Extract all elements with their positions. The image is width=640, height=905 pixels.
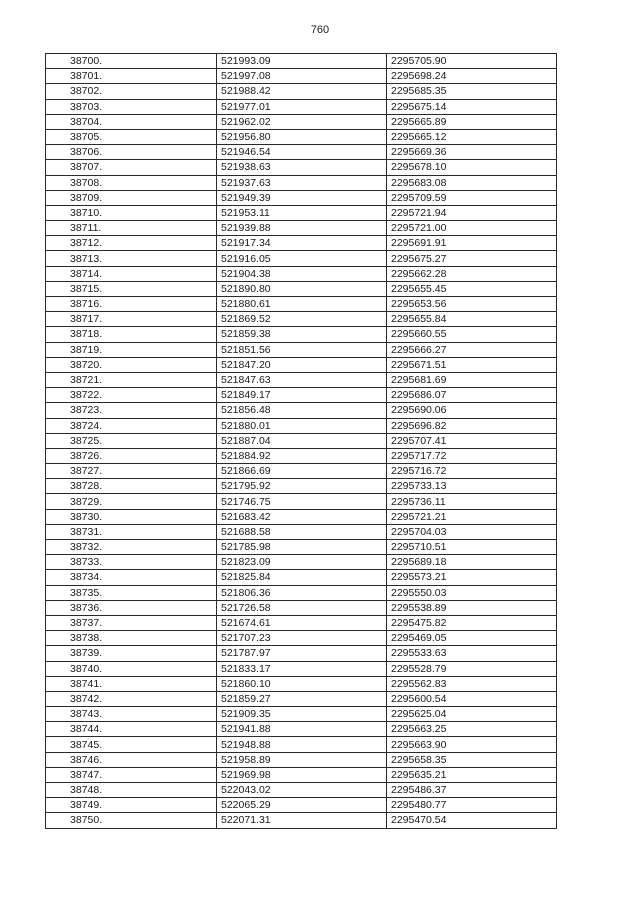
table-row [46, 691, 557, 706]
point-number-cell: 38707. [46, 160, 217, 175]
table-row [46, 615, 557, 630]
x-coordinate-cell: 521953.11 [217, 205, 387, 220]
x-coordinate-cell: 521949.39 [217, 190, 387, 205]
y-coordinate-cell: 2295733.13 [387, 479, 557, 494]
table-row [46, 509, 557, 524]
y-coordinate-cell: 2295685.35 [387, 84, 557, 99]
point-number-cell: 38739. [46, 646, 217, 661]
y-coordinate-cell: 2295690.06 [387, 403, 557, 418]
y-coordinate-cell: 2295635.21 [387, 767, 557, 782]
x-coordinate-cell: 521847.20 [217, 357, 387, 372]
x-coordinate-cell: 521887.04 [217, 433, 387, 448]
x-coordinate-cell: 521997.08 [217, 69, 387, 84]
point-number-cell: 38740. [46, 661, 217, 676]
table-row [46, 114, 557, 129]
point-number-cell: 38700. [46, 54, 217, 69]
table-row [46, 327, 557, 342]
y-coordinate-cell: 2295665.89 [387, 114, 557, 129]
y-coordinate-cell: 2295716.72 [387, 464, 557, 479]
point-number-cell: 38726. [46, 448, 217, 463]
y-coordinate-cell: 2295704.03 [387, 524, 557, 539]
table-row [46, 798, 557, 813]
y-coordinate-cell: 2295689.18 [387, 555, 557, 570]
y-coordinate-cell: 2295655.84 [387, 312, 557, 327]
point-number-cell: 38701. [46, 69, 217, 84]
table-row [46, 767, 557, 782]
table-row [46, 388, 557, 403]
point-number-cell: 38715. [46, 281, 217, 296]
table-row [46, 221, 557, 236]
point-number-cell: 38730. [46, 509, 217, 524]
table-row [46, 707, 557, 722]
point-number-cell: 38731. [46, 524, 217, 539]
point-number-cell: 38724. [46, 418, 217, 433]
y-coordinate-cell: 2295691.91 [387, 236, 557, 251]
x-coordinate-cell: 521860.10 [217, 676, 387, 691]
table-row [46, 84, 557, 99]
x-coordinate-cell: 521785.98 [217, 540, 387, 555]
x-coordinate-cell: 522065.29 [217, 798, 387, 813]
y-coordinate-cell: 2295658.35 [387, 752, 557, 767]
x-coordinate-cell: 521977.01 [217, 99, 387, 114]
point-number-cell: 38728. [46, 479, 217, 494]
y-coordinate-cell: 2295721.94 [387, 205, 557, 220]
y-coordinate-cell: 2295675.27 [387, 251, 557, 266]
table-row [46, 464, 557, 479]
point-number-cell: 38702. [46, 84, 217, 99]
x-coordinate-cell: 521823.09 [217, 555, 387, 570]
x-coordinate-cell: 521746.75 [217, 494, 387, 509]
table-row [46, 281, 557, 296]
y-coordinate-cell: 2295663.90 [387, 737, 557, 752]
point-number-cell: 38723. [46, 403, 217, 418]
point-number-cell: 38713. [46, 251, 217, 266]
table-row [46, 357, 557, 372]
y-coordinate-cell: 2295573.21 [387, 570, 557, 585]
table-row [46, 205, 557, 220]
y-coordinate-cell: 2295475.82 [387, 615, 557, 630]
table-row [46, 722, 557, 737]
table-row [46, 676, 557, 691]
y-coordinate-cell: 2295655.45 [387, 281, 557, 296]
point-number-cell: 38716. [46, 297, 217, 312]
point-number-cell: 38744. [46, 722, 217, 737]
y-coordinate-cell: 2295709.59 [387, 190, 557, 205]
x-coordinate-cell: 521851.56 [217, 342, 387, 357]
x-coordinate-cell: 521969.98 [217, 767, 387, 782]
point-number-cell: 38725. [46, 433, 217, 448]
table-row [46, 540, 557, 555]
y-coordinate-cell: 2295662.28 [387, 266, 557, 281]
point-number-cell: 38720. [46, 357, 217, 372]
point-number-cell: 38718. [46, 327, 217, 342]
point-number-cell: 38722. [46, 388, 217, 403]
y-coordinate-cell: 2295675.14 [387, 99, 557, 114]
x-coordinate-cell: 521993.09 [217, 54, 387, 69]
table-row [46, 631, 557, 646]
table-row [46, 555, 557, 570]
y-coordinate-cell: 2295705.90 [387, 54, 557, 69]
table-row [46, 661, 557, 676]
point-number-cell: 38745. [46, 737, 217, 752]
table-row [46, 433, 557, 448]
x-coordinate-cell: 521787.97 [217, 646, 387, 661]
coordinates-table-body [46, 54, 557, 829]
table-row [46, 190, 557, 205]
x-coordinate-cell: 521946.54 [217, 145, 387, 160]
x-coordinate-cell: 521890.80 [217, 281, 387, 296]
table-row [46, 69, 557, 84]
x-coordinate-cell: 521866.69 [217, 464, 387, 479]
point-number-cell: 38729. [46, 494, 217, 509]
point-number-cell: 38743. [46, 707, 217, 722]
y-coordinate-cell: 2295721.00 [387, 221, 557, 236]
point-number-cell: 38741. [46, 676, 217, 691]
point-number-cell: 38719. [46, 342, 217, 357]
x-coordinate-cell: 521941.88 [217, 722, 387, 737]
point-number-cell: 38734. [46, 570, 217, 585]
table-row [46, 418, 557, 433]
table-row [46, 129, 557, 144]
table-row [46, 145, 557, 160]
point-number-cell: 38750. [46, 813, 217, 828]
x-coordinate-cell: 521909.35 [217, 707, 387, 722]
table-row [46, 297, 557, 312]
y-coordinate-cell: 2295533.63 [387, 646, 557, 661]
x-coordinate-cell: 521880.01 [217, 418, 387, 433]
y-coordinate-cell: 2295678.10 [387, 160, 557, 175]
point-number-cell: 38709. [46, 190, 217, 205]
table-row [46, 54, 557, 69]
y-coordinate-cell: 2295469.05 [387, 631, 557, 646]
point-number-cell: 38712. [46, 236, 217, 251]
point-number-cell: 38736. [46, 600, 217, 615]
table-row [46, 160, 557, 175]
x-coordinate-cell: 521707.23 [217, 631, 387, 646]
point-number-cell: 38704. [46, 114, 217, 129]
x-coordinate-cell: 521674.61 [217, 615, 387, 630]
table-row [46, 448, 557, 463]
y-coordinate-cell: 2295669.36 [387, 145, 557, 160]
x-coordinate-cell: 521726.58 [217, 600, 387, 615]
point-number-cell: 38705. [46, 129, 217, 144]
y-coordinate-cell: 2295653.56 [387, 297, 557, 312]
point-number-cell: 38714. [46, 266, 217, 281]
x-coordinate-cell: 522071.31 [217, 813, 387, 828]
page-number: 760 [310, 24, 330, 36]
y-coordinate-cell: 2295480.77 [387, 798, 557, 813]
y-coordinate-cell: 2295663.25 [387, 722, 557, 737]
x-coordinate-cell: 521825.84 [217, 570, 387, 585]
table-row [46, 99, 557, 114]
table-row [46, 570, 557, 585]
table-row [46, 783, 557, 798]
y-coordinate-cell: 2295707.41 [387, 433, 557, 448]
point-number-cell: 38708. [46, 175, 217, 190]
table-row [46, 312, 557, 327]
x-coordinate-cell: 521948.88 [217, 737, 387, 752]
point-number-cell: 38710. [46, 205, 217, 220]
point-number-cell: 38735. [46, 585, 217, 600]
y-coordinate-cell: 2295721.21 [387, 509, 557, 524]
point-number-cell: 38711. [46, 221, 217, 236]
x-coordinate-cell: 521956.80 [217, 129, 387, 144]
y-coordinate-cell: 2295710.51 [387, 540, 557, 555]
y-coordinate-cell: 2295528.79 [387, 661, 557, 676]
y-coordinate-cell: 2295486.37 [387, 783, 557, 798]
x-coordinate-cell: 521806.36 [217, 585, 387, 600]
point-number-cell: 38742. [46, 691, 217, 706]
x-coordinate-cell: 521847.63 [217, 372, 387, 387]
x-coordinate-cell: 521917.34 [217, 236, 387, 251]
coordinates-table [45, 53, 557, 829]
point-number-cell: 38732. [46, 540, 217, 555]
x-coordinate-cell: 521683.42 [217, 509, 387, 524]
y-coordinate-cell: 2295625.04 [387, 707, 557, 722]
table-row [46, 737, 557, 752]
x-coordinate-cell: 521988.42 [217, 84, 387, 99]
y-coordinate-cell: 2295550.03 [387, 585, 557, 600]
x-coordinate-cell: 521962.02 [217, 114, 387, 129]
y-coordinate-cell: 2295681.69 [387, 372, 557, 387]
point-number-cell: 38721. [46, 372, 217, 387]
x-coordinate-cell: 522043.02 [217, 783, 387, 798]
x-coordinate-cell: 521688.58 [217, 524, 387, 539]
table-row [46, 600, 557, 615]
y-coordinate-cell: 2295683.08 [387, 175, 557, 190]
x-coordinate-cell: 521833.17 [217, 661, 387, 676]
table-row [46, 524, 557, 539]
x-coordinate-cell: 521856.48 [217, 403, 387, 418]
point-number-cell: 38706. [46, 145, 217, 160]
point-number-cell: 38746. [46, 752, 217, 767]
point-number-cell: 38737. [46, 615, 217, 630]
y-coordinate-cell: 2295686.07 [387, 388, 557, 403]
x-coordinate-cell: 521884.92 [217, 448, 387, 463]
y-coordinate-cell: 2295660.55 [387, 327, 557, 342]
table-row [46, 403, 557, 418]
table-row [46, 251, 557, 266]
y-coordinate-cell: 2295665.12 [387, 129, 557, 144]
y-coordinate-cell: 2295666.27 [387, 342, 557, 357]
table-row [46, 372, 557, 387]
point-number-cell: 38703. [46, 99, 217, 114]
x-coordinate-cell: 521849.17 [217, 388, 387, 403]
y-coordinate-cell: 2295470.54 [387, 813, 557, 828]
x-coordinate-cell: 521859.38 [217, 327, 387, 342]
table-row [46, 494, 557, 509]
table-row [46, 236, 557, 251]
table-row [46, 585, 557, 600]
table-row [46, 813, 557, 828]
point-number-cell: 38749. [46, 798, 217, 813]
table-row [46, 479, 557, 494]
table-row [46, 646, 557, 661]
x-coordinate-cell: 521795.92 [217, 479, 387, 494]
y-coordinate-cell: 2295671.51 [387, 357, 557, 372]
x-coordinate-cell: 521939.88 [217, 221, 387, 236]
point-number-cell: 38733. [46, 555, 217, 570]
point-number-cell: 38738. [46, 631, 217, 646]
y-coordinate-cell: 2295562.83 [387, 676, 557, 691]
y-coordinate-cell: 2295600.54 [387, 691, 557, 706]
y-coordinate-cell: 2295696.82 [387, 418, 557, 433]
x-coordinate-cell: 521916.05 [217, 251, 387, 266]
x-coordinate-cell: 521937.63 [217, 175, 387, 190]
x-coordinate-cell: 521958.89 [217, 752, 387, 767]
y-coordinate-cell: 2295698.24 [387, 69, 557, 84]
y-coordinate-cell: 2295717.72 [387, 448, 557, 463]
table-row [46, 342, 557, 357]
point-number-cell: 38747. [46, 767, 217, 782]
point-number-cell: 38748. [46, 783, 217, 798]
x-coordinate-cell: 521859.27 [217, 691, 387, 706]
x-coordinate-cell: 521880.61 [217, 297, 387, 312]
y-coordinate-cell: 2295736.11 [387, 494, 557, 509]
point-number-cell: 38727. [46, 464, 217, 479]
x-coordinate-cell: 521938.63 [217, 160, 387, 175]
x-coordinate-cell: 521869.52 [217, 312, 387, 327]
table-row [46, 266, 557, 281]
x-coordinate-cell: 521904.38 [217, 266, 387, 281]
point-number-cell: 38717. [46, 312, 217, 327]
table-row [46, 175, 557, 190]
table-row [46, 752, 557, 767]
y-coordinate-cell: 2295538.89 [387, 600, 557, 615]
